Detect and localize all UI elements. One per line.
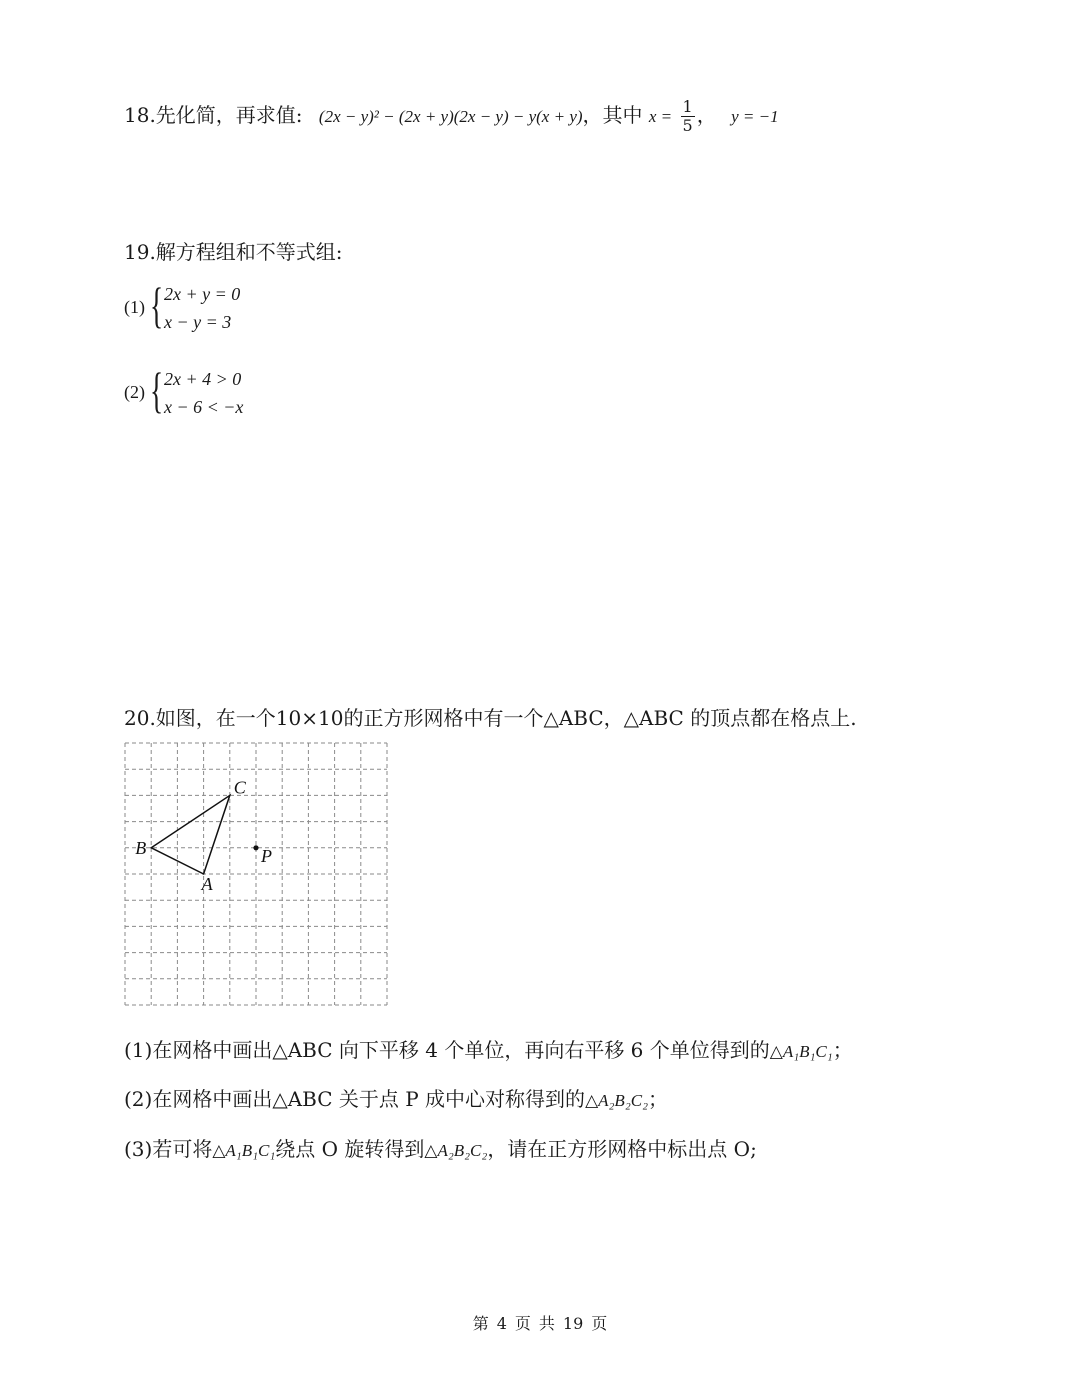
q19-system-2 — [124, 362, 324, 425]
grid-figure — [124, 742, 392, 1008]
q18-x-lhs: x = — [648, 107, 673, 126]
q18-x-fraction — [681, 98, 695, 135]
q20-figure — [124, 742, 392, 1012]
q19-part1-eq2: x − y = 3 — [164, 312, 232, 332]
q20-part2-triangle: △A₂B₂C₂ — [585, 1091, 648, 1110]
q18-line — [124, 98, 779, 135]
point-label-p: P — [261, 845, 272, 866]
q20-label: 20.如图，在一个10×10的正方形网格中有一个△ABC，△ABC 的顶点都在格点上. — [124, 706, 857, 730]
q18-label: 18.先化简，再求值: — [124, 103, 303, 127]
point-label-c: C — [233, 777, 246, 798]
q20-part2-text: (2)在网格中画出△ABC 关于点 P 成中心对称得到的 — [124, 1087, 586, 1111]
q20-part3-triangle-a: △A₁B₁C₁ — [212, 1141, 276, 1160]
q20-part3-text-c: ，请在正方形网格中标出点 O; — [487, 1137, 757, 1161]
page-number: 4 — [496, 1314, 507, 1333]
brace-icon: { — [150, 277, 164, 333]
q19-part2-eq2: x − 6 < −x — [164, 397, 244, 417]
q20-part1 — [124, 1034, 853, 1063]
q18-where: ，其中 — [582, 103, 643, 127]
q19-part2-label: (2) — [124, 382, 145, 402]
brace-icon: { — [150, 362, 164, 418]
footer-total-word: 共 — [538, 1314, 555, 1333]
q20-part1-triangle: △A₁B₁C₁ — [769, 1042, 833, 1061]
q18-x-numerator: 1 — [682, 97, 693, 116]
q19-part1-label: (1) — [124, 297, 145, 317]
footer-page-word: 页 — [514, 1314, 531, 1333]
q20-part2-end: ； — [647, 1087, 668, 1111]
footer-suffix: 页 — [591, 1314, 608, 1333]
page-footer — [0, 1311, 1080, 1334]
q20-part3-triangle-b: △A₂B₂C₂ — [424, 1141, 488, 1160]
q20-part1-text: (1)在网格中画出△ABC 向下平移 4 个单位，再向右平移 6 个单位得到的 — [124, 1038, 770, 1062]
q18-expression: (2x − y)² − (2x + y)(2x − y) − y(x + y) — [318, 107, 583, 126]
point-p-dot — [253, 845, 258, 850]
q20-part1-end: ； — [832, 1038, 853, 1062]
point-label-b: B — [135, 837, 147, 858]
q20-part3 — [124, 1133, 757, 1162]
triangle-abc — [151, 795, 230, 874]
q18-x-denominator: 5 — [682, 116, 693, 135]
total-pages: 19 — [562, 1314, 584, 1333]
q19-system-1 — [124, 277, 324, 340]
q18-y-condition: y = −1 — [731, 107, 779, 126]
q20-part3-text-a: (3)若可将 — [124, 1137, 213, 1161]
q19-label: 19.解方程组和不等式组: — [124, 240, 343, 264]
point-label-a: A — [201, 874, 213, 894]
footer-prefix: 第 — [472, 1314, 489, 1333]
q20-part2 — [124, 1083, 668, 1112]
q20-part3-text-b: 绕点 O 旋转得到 — [275, 1137, 425, 1161]
q19-part2-eq1: 2x + 4 > 0 — [164, 369, 242, 389]
q18-sep: ， — [696, 103, 717, 127]
q19-part1-eq1: 2x + y = 0 — [164, 284, 241, 304]
